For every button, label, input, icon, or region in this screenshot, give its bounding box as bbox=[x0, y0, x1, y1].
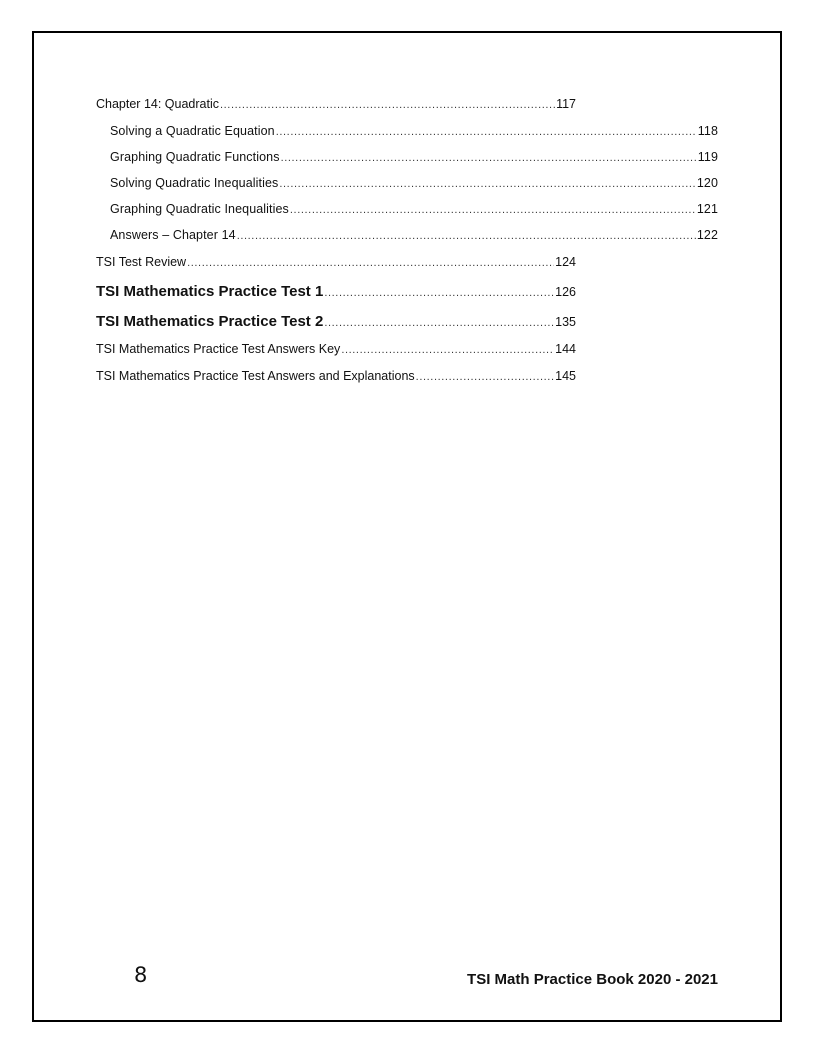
toc-entry-label: Answers – Chapter 14 bbox=[110, 228, 236, 242]
toc-entry-test-review[interactable] bbox=[96, 255, 576, 269]
footer-book-title: TSI Math Practice Book 2020 - 2021 bbox=[467, 971, 718, 988]
toc-entry-label: TSI Mathematics Practice Test Answers and Explanations bbox=[96, 369, 415, 383]
toc-entry-solving-quadratic-equation[interactable] bbox=[110, 124, 718, 138]
toc-entry-chapter-14[interactable] bbox=[96, 97, 576, 111]
dot-leader bbox=[341, 344, 554, 356]
toc-entry-page: 122 bbox=[696, 228, 718, 242]
toc-entry-label: Solving a Quadratic Equation bbox=[110, 124, 275, 138]
toc-entry-page: 145 bbox=[555, 369, 576, 383]
toc-entry-label: Graphing Quadratic Functions bbox=[110, 150, 280, 164]
dot-leader bbox=[237, 230, 696, 242]
toc-entry-graphing-quadratic-functions[interactable] bbox=[110, 150, 718, 164]
dot-leader bbox=[416, 371, 554, 383]
toc-entry-page: 135 bbox=[555, 315, 576, 329]
toc-entry-label: TSI Mathematics Practice Test 2 bbox=[96, 313, 324, 330]
toc-entry-page: 118 bbox=[697, 124, 718, 138]
dot-leader bbox=[281, 152, 697, 164]
footer-page-number: 8 bbox=[134, 963, 148, 987]
toc-entry-page: 117 bbox=[556, 97, 576, 111]
toc-entry-solving-quadratic-inequalities[interactable] bbox=[110, 176, 718, 190]
toc-entry-page: 121 bbox=[696, 202, 718, 216]
toc-entry-practice-test-2[interactable] bbox=[96, 313, 576, 330]
toc-entry-label: TSI Mathematics Practice Test 1 bbox=[96, 283, 324, 300]
toc-entry-page: 124 bbox=[555, 255, 576, 269]
toc-entry-page: 119 bbox=[697, 150, 718, 164]
toc-entry-label: Graphing Quadratic Inequalities bbox=[110, 202, 289, 216]
dot-leader bbox=[324, 317, 554, 329]
toc-entry-label: Chapter 14: Quadratic bbox=[96, 97, 219, 111]
dot-leader bbox=[276, 126, 697, 138]
dot-leader bbox=[324, 287, 554, 299]
toc-entry-page: 144 bbox=[555, 342, 576, 356]
toc-entry-label: TSI Test Review bbox=[96, 255, 187, 269]
dot-leader bbox=[290, 204, 696, 216]
dot-leader bbox=[187, 257, 554, 269]
toc-entry-label: Solving Quadratic Inequalities bbox=[110, 176, 279, 190]
toc-entry-page: 120 bbox=[696, 176, 718, 190]
toc-entry-graphing-quadratic-inequalities[interactable] bbox=[110, 202, 718, 216]
toc-entry-answers-explanations[interactable] bbox=[96, 369, 576, 383]
toc-entry-practice-test-1[interactable] bbox=[96, 283, 576, 300]
toc-entry-label: TSI Mathematics Practice Test Answers Key bbox=[96, 342, 341, 356]
toc-entry-answers-chapter-14[interactable] bbox=[110, 228, 718, 242]
dot-leader bbox=[220, 99, 555, 111]
toc-entry-page: 126 bbox=[555, 285, 576, 299]
dot-leader bbox=[279, 178, 695, 190]
toc-entry-answers-key[interactable] bbox=[96, 342, 576, 356]
